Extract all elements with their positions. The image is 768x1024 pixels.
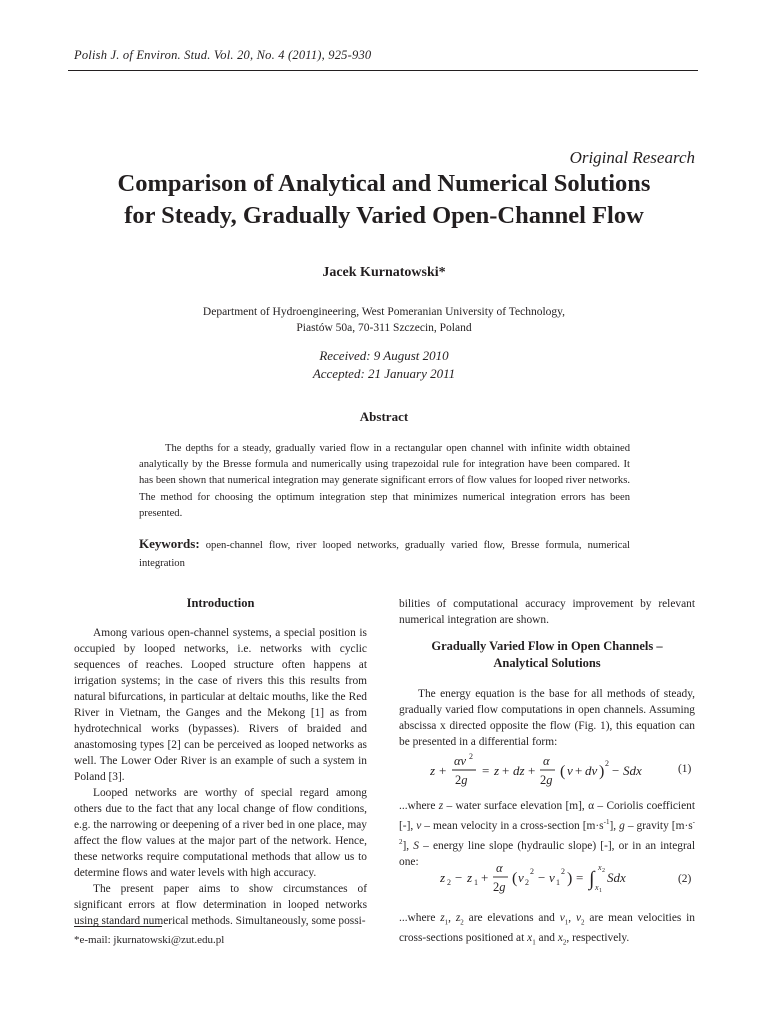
where1-c: – mean velocity in a cross-section [m·s <box>421 819 604 832</box>
article-type: Original Research <box>569 148 695 167</box>
gvf-section-heading <box>399 638 695 672</box>
continuation-paragraph: bilities of computational accuracy improvement by relevant numerical integration are shown. <box>399 598 695 626</box>
dates <box>0 347 768 383</box>
where1-z: z <box>438 800 444 812</box>
svg-text:+: + <box>575 763 583 778</box>
svg-text:2: 2 <box>447 878 451 887</box>
svg-text:−: − <box>612 763 620 778</box>
where2-x1-symbol: x <box>527 932 533 945</box>
svg-text:): ) <box>567 870 573 887</box>
gvf-heading-line-1: Gradually Varied Flow in Open Channels – <box>431 639 663 653</box>
svg-text:2: 2 <box>602 868 605 874</box>
svg-text:1: 1 <box>556 878 560 887</box>
svg-text:): ) <box>599 763 605 780</box>
where-definitions-2 <box>399 910 695 951</box>
svg-text:(: ( <box>512 870 518 887</box>
svg-text:dv: dv <box>585 763 598 778</box>
where-paragraph-2: ...where $z_1$, $z_2$ are elevations and $v_1$, $v_2$ are mean velocities in cross-sections positioned at $x_1$ and $x_2$, respectively. <box>399 912 696 947</box>
where2-d: and <box>535 932 558 945</box>
svg-text:v: v <box>567 763 573 778</box>
svg-text:+: + <box>528 763 536 778</box>
where2-v-symbols: v <box>559 912 565 924</box>
keywords-label: Keywords: <box>139 536 200 551</box>
where1-g: g <box>619 819 625 832</box>
where1-a: ...where <box>399 800 439 812</box>
svg-text:−: − <box>455 870 463 885</box>
where2-b: are elevations and <box>463 912 560 924</box>
svg-text:z: z <box>430 763 436 778</box>
equation-2-number: (2) <box>678 873 692 885</box>
affiliation-line-2: Piastów 50a, 70-311 Szczecin, Poland <box>296 322 472 334</box>
svg-text:2: 2 <box>469 753 473 761</box>
introduction-body <box>74 625 367 929</box>
footnote-email: *e-mail: jkurnatowski@zut.edu.pl <box>74 934 225 946</box>
equation-1-number: (1) <box>678 763 692 775</box>
svg-text:Sdx: Sdx <box>623 763 642 778</box>
where1-b: – water surface elevation [m], α – Coriolis coefficient [-], <box>399 800 696 832</box>
where1-S: S <box>413 839 419 852</box>
accepted-date: Accepted: 21 January 2011 <box>312 366 456 381</box>
svg-text:v: v <box>518 870 524 885</box>
svg-text:z: z <box>494 763 500 778</box>
svg-text:+: + <box>439 763 447 778</box>
introduction-paragraph-2: Looped networks are worthy of special regard among others due to the fact that any local change of flow conditions, e.g. the narrowing or deepening of a river bed in one place, may affect the flow values at the major part of the network. Hence, these networks require computational methods that allow us to determine flows and water levels with high accuracy. <box>74 787 367 879</box>
paper-title-line-2: for Steady, Gradually Varied Open-Channel Flow <box>124 202 644 229</box>
svg-text:2: 2 <box>605 759 609 768</box>
svg-text:1: 1 <box>599 888 602 894</box>
svg-text:(: ( <box>560 763 566 780</box>
svg-text:+: + <box>481 870 489 885</box>
svg-text:2g: 2g <box>493 880 506 894</box>
where2-a: ...where <box>399 912 441 924</box>
header-rule <box>68 70 698 71</box>
svg-text:2: 2 <box>530 867 534 876</box>
svg-text:1: 1 <box>474 878 478 887</box>
journal-citation: Polish J. of Environ. Stud. Vol. 20, No. 4 (2011), 925-930 <box>74 48 372 62</box>
svg-text:α: α <box>543 754 550 768</box>
gvf-body-1 <box>399 686 695 750</box>
paper-title-line-1: Comparison of Analytical and Numerical Solutions <box>117 170 651 197</box>
where2-e: , respectively. <box>566 932 630 945</box>
where1-d: ], <box>609 819 620 832</box>
equation-1 <box>430 753 695 789</box>
svg-text:∫: ∫ <box>589 868 595 890</box>
gvf-paragraph-1: The energy equation is the base for all methods of steady, gradually varied flow computations in open channels. Assuming abscissa x directed opposite the flow (Fig. 1), this equation can be presented in a differential form: <box>399 688 695 748</box>
svg-text:=: = <box>482 763 490 778</box>
where1-v: v <box>416 819 422 832</box>
affiliation <box>0 304 768 336</box>
svg-text:2g: 2g <box>455 773 468 787</box>
footnote-rule <box>74 926 162 927</box>
introduction-paragraph-3: The present paper aims to show circumstances of significant errors at flow determination in looped networks using standard numerical methods. Simultaneously, some possi- <box>74 883 367 927</box>
svg-text:αv: αv <box>454 754 467 768</box>
where2-z-symbols: z <box>440 912 445 924</box>
svg-text:v: v <box>549 870 555 885</box>
where1-h: – energy line slope (hydraulic slope) [-], or in an integral one: <box>399 839 695 868</box>
svg-text:2g: 2g <box>540 773 553 787</box>
keywords <box>139 535 630 573</box>
svg-text:+: + <box>502 763 510 778</box>
gvf-heading-line-2: Analytical Solutions <box>493 656 601 670</box>
svg-text:2: 2 <box>561 867 565 876</box>
author-name: Jacek Kurnatowski* <box>322 265 446 280</box>
svg-text:x: x <box>595 883 599 892</box>
where1-e-sup: -2 <box>399 818 696 846</box>
received-date: Received: 9 August 2010 <box>319 348 449 363</box>
svg-text:x: x <box>598 863 602 872</box>
svg-text:z: z <box>467 870 473 885</box>
where1-e: – gravity [m·s <box>624 819 693 832</box>
where1-f: ], <box>402 839 414 852</box>
svg-text:z: z <box>440 870 446 885</box>
svg-text:dz: dz <box>513 763 525 778</box>
introduction-heading: Introduction <box>186 596 255 610</box>
svg-text:=: = <box>576 870 584 885</box>
equation-2 <box>440 858 675 898</box>
continuation-text <box>399 596 695 628</box>
svg-text:α: α <box>496 861 503 875</box>
abstract-heading: Abstract <box>359 409 409 424</box>
keywords-text: open-channel flow, river looped networks, gradually varied flow, Bresse formula, numerical integration <box>139 540 630 569</box>
where1-c-sup: -1 <box>603 818 610 826</box>
svg-text:Sdx: Sdx <box>607 870 626 885</box>
svg-text:2: 2 <box>525 878 529 887</box>
affiliation-line-1: Department of Hydroengineering, West Pomeranian University of Technology, <box>202 306 566 318</box>
where2-c: are mean velocities in cross-sections positioned at <box>399 912 696 945</box>
paper-title <box>40 168 728 232</box>
where2-x2-symbol: x <box>557 932 563 945</box>
abstract-text: The depths for a steady, gradually varied flow in a rectangular open channel with infinite width obtained analytically by the Bresse formula and numerically using trapezoidal rule for integration have been compared. It has been shown that numerical integration may generate significant errors of flow values for looped river networks. The method for choosing the optimum integration step that minimizes numerical integration errors has been presented. <box>139 443 630 519</box>
introduction-paragraph-1: Among various open-channel systems, a special position is occupied by looped networks, i.e. networks with cyclic sequences of reaches. Looped structure often happens at irrigation systems; in the case of rivers this this results from natural bifurcations, in particular at deltaic mouths, like the Red River in Vietnam, the Ganges and the Mekong [1] as from hydrotechnical works (bypasses). Rivers of braided and anastomosing types [2] can be perceived as looped networks as well. The Lower Oder River is an example of such a system in Poland [3]. <box>74 627 367 783</box>
svg-text:−: − <box>538 870 546 885</box>
